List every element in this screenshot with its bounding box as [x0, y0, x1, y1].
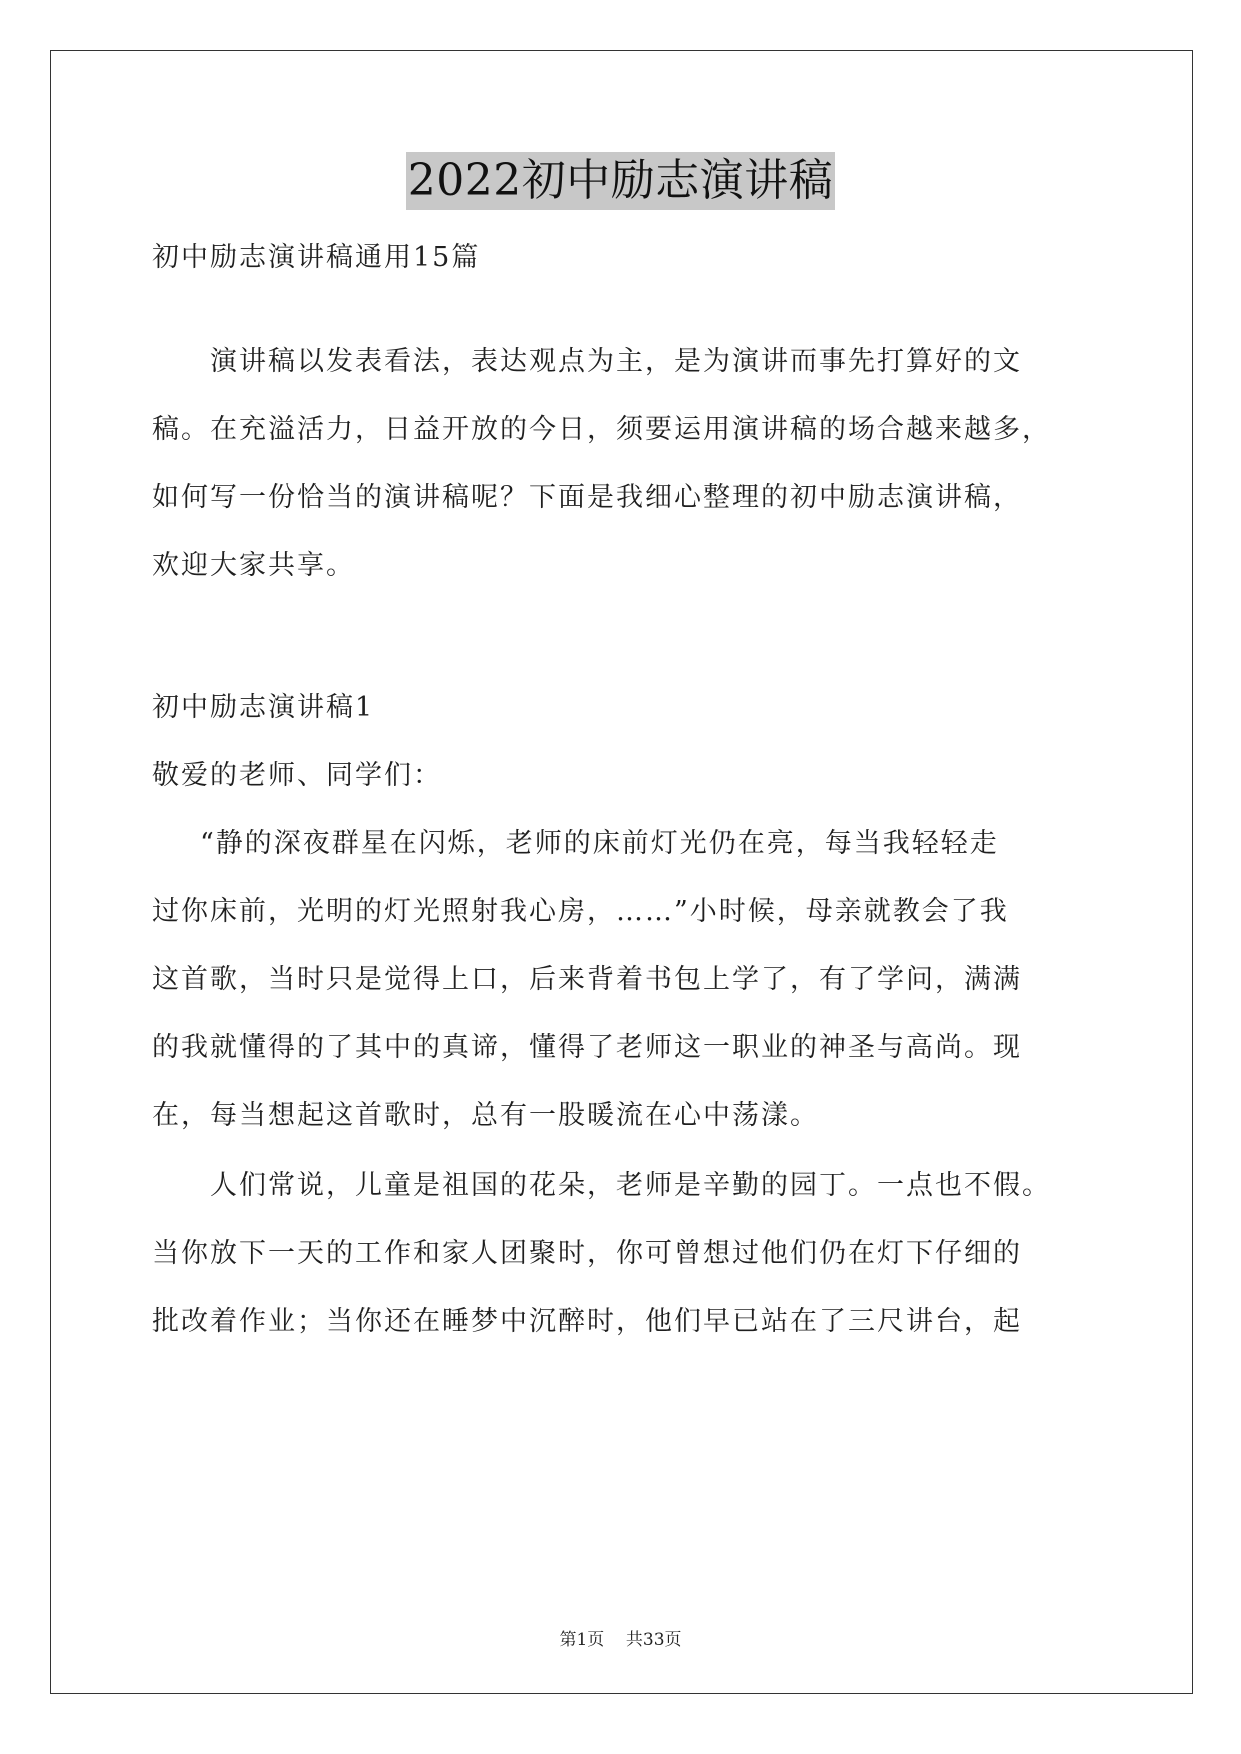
section-heading: 初中励志演讲稿1 — [152, 692, 375, 723]
intro-line-2: 稿。在充溢活力，日益开放的今日，须要运用演讲稿的场合越来越多， — [152, 414, 1051, 445]
page-number: 第1页 — [559, 1630, 605, 1650]
salutation: 敬爱的老师、同学们： — [152, 760, 442, 791]
intro-line-4: 欢迎大家共享。 — [152, 550, 355, 581]
paragraph1-line-2: 过你床前，光明的灯光照射我心房，……”小时候，母亲就教会了我 — [152, 896, 1009, 927]
paragraph2-line-2: 当你放下一天的工作和家人团聚时，你可曾想过他们仍在灯下仔细的 — [152, 1238, 1022, 1269]
intro-line-3: 如何写一份恰当的演讲稿呢？下面是我细心整理的初中励志演讲稿， — [152, 482, 1022, 513]
page-total: 共33页 — [625, 1630, 682, 1650]
document-subtitle: 初中励志演讲稿通用15篇 — [152, 242, 481, 273]
document-title: 2022初中励志演讲稿 — [406, 152, 835, 210]
page-footer — [0, 1628, 1241, 1652]
paragraph2-line-3: 批改着作业；当你还在睡梦中沉醉时，他们早已站在了三尺讲台，起 — [152, 1306, 1022, 1337]
title-container — [0, 152, 1241, 210]
paragraph1-line-4: 的我就懂得的了其中的真谛，懂得了老师这一职业的神圣与高尚。现 — [152, 1032, 1022, 1063]
paragraph2-line-1: 人们常说，儿童是祖国的花朵，老师是辛勤的园丁。一点也不假。 — [210, 1170, 1051, 1201]
page-border — [50, 50, 1193, 1694]
paragraph1-line-1: “静的深夜群星在闪烁，老师的床前灯光仍在亮，每当我轻轻走 — [200, 828, 999, 859]
paragraph1-line-5: 在，每当想起这首歌时，总有一股暖流在心中荡漾。 — [152, 1100, 819, 1131]
intro-line-1: 演讲稿以发表看法，表达观点为主，是为演讲而事先打算好的文 — [210, 346, 1022, 377]
paragraph1-line-3: 这首歌，当时只是觉得上口，后来背着书包上学了，有了学问，满满 — [152, 964, 1022, 995]
